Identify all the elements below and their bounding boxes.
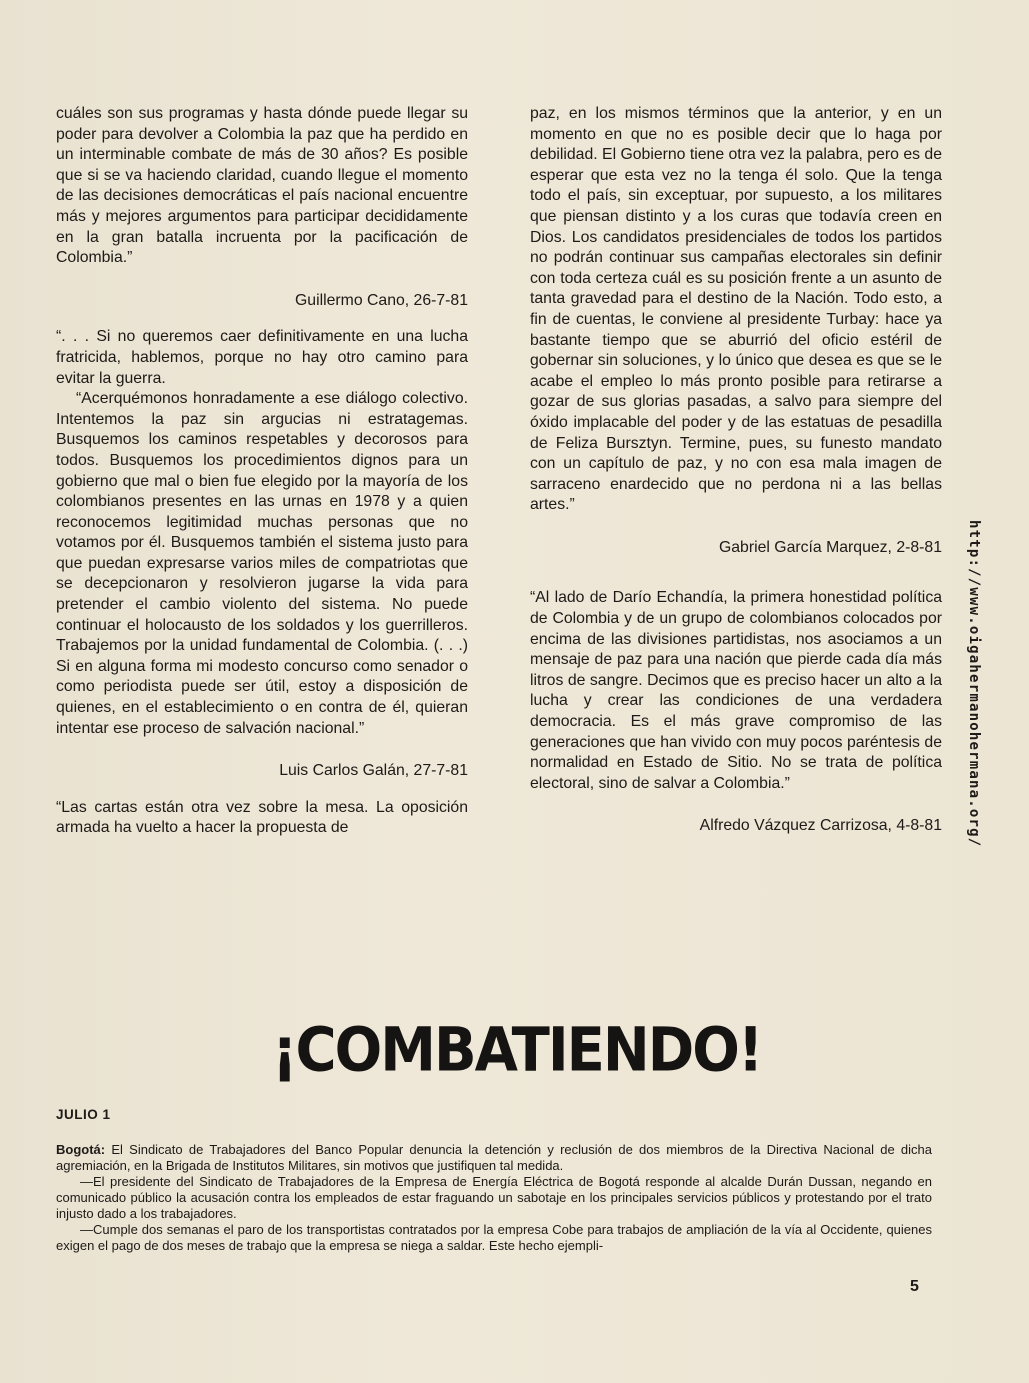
section-headline: ¡COMBATIENDO! [272, 1015, 762, 1086]
left-paragraph-3: “Acerquémonos honradamente a ese diálogo colectivo. Intentemos la paz sin argucias ni estratagemas. Busquemos los caminos respetables y decorosos para todos. Busquemos los procedimientos dignos para un gobierno que mal o bien fue elegido por la mayoría de los colombianos presentes en las urnas en 1978 y a quien reconocemos legitimidad muchas personas que no votamos por él. Busquemos también el sistema justo para que puedan expresarse varios miles de compatriotas que se decepcionaron y resolvieron jugarse la vida para pretender el cambio violento del sistema. No puede continuar el holocausto de los soldados y los guerrilleros. Trabajemos por la unidad fundamental de Colombia. (. . .) Si en alguna forma mi modesto concurso como senador o como periodista puede ser útil, estoy a disposición de quienes, en el establecimiento o en contra de él, quieran intentar ese proceso de salvación nacional.” [56, 390, 468, 737]
page-number: 5 [910, 1278, 919, 1295]
news-item-3: —Cumple dos semanas el paro de los transportistas contratados por la empresa Cobe para trabajos de ampliación de la vía al Occidente, quienes exigen el pago de dos meses de trabajo que la empresa se niega a saldar. Este hecho ejempli- [56, 1222, 932, 1253]
news-item-1-text: El Sindicato de Trabajadores del Banco Popular denuncia la detención y reclusión de dos miembros de la Directiva Nacional de dicha agremiación, en la Brigada de Institutos Militares, sin motivos que justifiquen tal medida. [56, 1142, 932, 1173]
right-paragraph-2: “Al lado de Darío Echandía, la primera honestidad política de Colombia y de un grupo de colombianos colocados por encima de las divisiones partidistas, nos asociamos a un mensaje de paz para una nación que pierde cada día más litros de sangre. Decimos que es preciso hacer un alto a la lucha y crear las condiciones de una verdadera democracia. Es el más grave compromiso de las generaciones que han vivido con muy pocos paréntesis de normalidad en Estado de Sitio. No se trata de política electoral, sino de salvar a Colombia.” [530, 589, 942, 792]
signature-luis-carlos-galan: Luis Carlos Galán, 27-7-81 [279, 762, 468, 780]
source-url-watermark: http://www.oigahermanohermana.org/ [966, 520, 982, 848]
right-paragraph-1: paz, en los mismos términos que la anterior, y en un momento en que no es posible decir que lo haga por debilidad. El Gobierno tiene otra vez la palabra, pero es de esperar que esta vez no la tenga él solo. Que la tenga todo el país, sin exceptuar, por supuesto, a los militares que piensan distinto y a los curas que todavía creen en Dios. Los candidatos presidenciales de todos los partidos no podrán continuar sus campañas electorales sin definir con toda certeza cuál es su posición frente a un asunto de tanta gravedad para el destino de la Nación. Todo esto, a fin de cuentas, le conviene al presidente Turbay: hace ya bastante tiempo que se aburrió del oficio estéril de gobernar sin soluciones, y lo único que desea es que se le acabe el empleo lo más pronto posible para retirarse a gozar de sus glorias pasadas, a salvo para siempre del óxido implacable del poder y de las estatuas de pesadilla de Feliza Bursztyn. Termine, pues, su funesto mandato con un capítulo de paz, y no con esa mala imagen de sarraceno enardecido que no perdona ni a las bellas artes.” [530, 105, 942, 514]
news-city: Bogotá: [56, 1142, 106, 1157]
left-paragraph-2: “. . . Si no queremos caer definitivamente en una lucha fratricida, hablemos, porque no hay otro camino para evitar la guerra. [56, 328, 468, 387]
signature-alfredo-vazquez: Alfredo Vázquez Carrizosa, 4-8-81 [699, 817, 942, 835]
left-paragraph-1: cuáles son sus programas y hasta dónde puede llegar su poder para devolver a Colombia la paz que ha perdido en un interminable combate de más de 30 años? Es posible que si se va haciendo claridad, cuando llegue el momento de las decisiones democráticas el país nacional encuentre más y mejores argumentos para participar decididamente en la gran batalla incruenta por la pacificación de Colombia.” [56, 105, 468, 267]
date-label: JULIO 1 [56, 1107, 111, 1122]
signature-gabriel-garcia-marquez: Gabriel García Marquez, 2-8-81 [718, 538, 942, 556]
news-item-1 [56, 1142, 932, 1174]
news-chronicle [56, 1142, 932, 1254]
news-item-2: —El presidente del Sindicato de Trabajadores de la Empresa de Energía Eléctrica de Bogotá responde al alcalde Durán Dussan, negando en comunicado público la acusación contra los empleados de estar fraguando un sabotaje en los principales servicios públicos y protestando por el trato injusto dado a los trabajadores. [56, 1174, 932, 1221]
signature-guillermo-cano: Guillermo Cano, 26-7-81 [295, 291, 468, 309]
right-column [530, 104, 942, 853]
left-paragraph-4: “Las cartas están otra vez sobre la mesa. La oposición armada ha vuelto a hacer la propuesta de [56, 798, 468, 837]
left-column [56, 104, 468, 839]
